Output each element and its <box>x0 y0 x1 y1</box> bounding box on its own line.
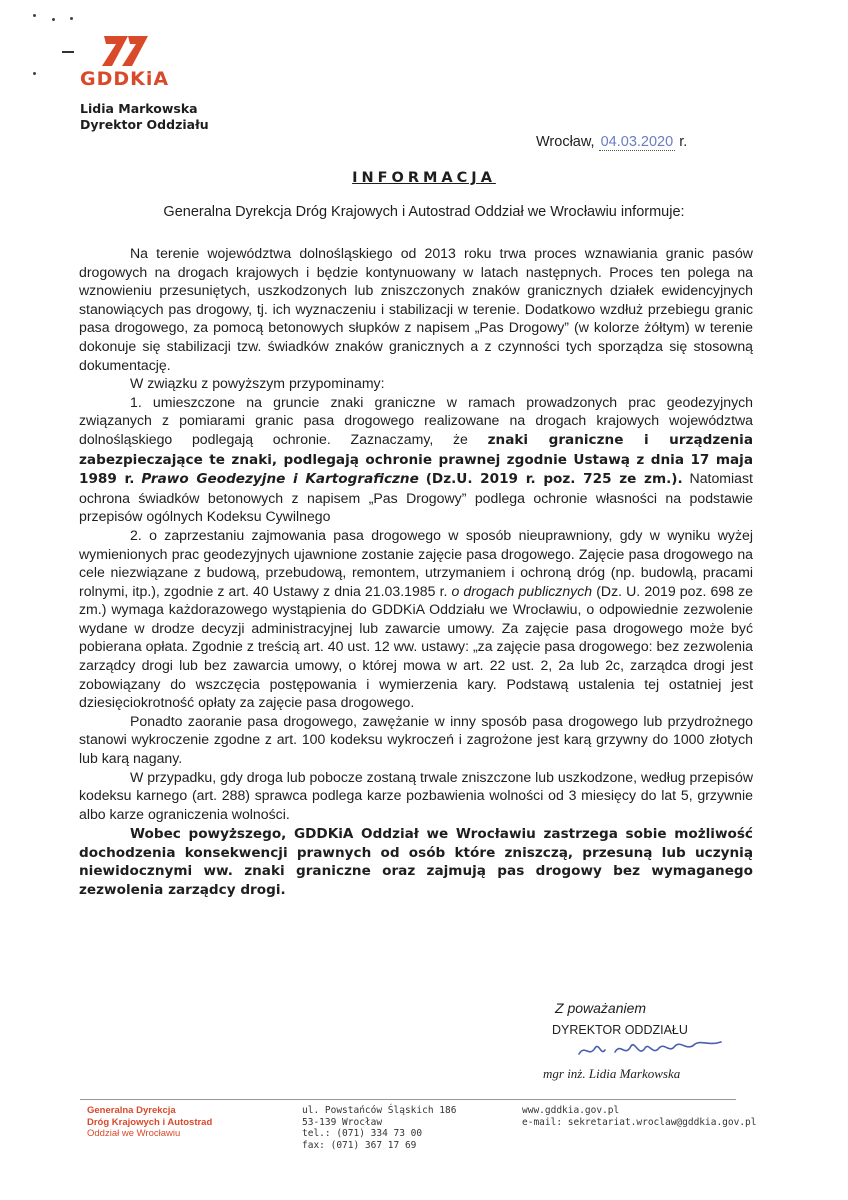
paragraph-penal: W przypadku, gdy droga lub pobocze zostaną trwale zniszczone lub uszkodzone, według przepisów kodeksu karnego (art. 288) sprawca podlega karze pozbawienia wolności od 3 miesięcy do lat 5, grzywnie albo karze ograniczenia wolności. <box>79 768 753 822</box>
footer-organization <box>87 1105 212 1140</box>
item1-text-e: Natomiast ochrona świadków betonowych z napisem „Pas Drogowy” podlega ochronie własności na podstawie przepisów ogólnych Kodeksu Cywilnego <box>79 470 753 525</box>
footer-org-line-1: Generalna Dyrekcja <box>87 1105 176 1116</box>
intro-line: Generalna Dyrekcja Dróg Krajowych i Autostrad Oddział we Wrocławiu informuje: <box>163 204 685 220</box>
paragraph-intro: Na terenie województwa dolnośląskiego od 2013 roku trwa proces wznawiania granic pasów drogowych na drogach krajowych i będzie kontynuowany w latach następnych. Proces ten polega na wznowieniu przesuniętych, uszkodzonych lub zniszczonych znaków granicznych działek ewidencyjnych stanowiących pas drogowy, tj. ich wyznaczeniu i stabilizacji w terenie. Dodatkowo wzdłuż przebiegu granic pasa drogowego, za pomocą betonowych słupków z napisem „Pas Drogowy” (w kolorze żółtym) w terenie dokonuje się stabilizacji tzw. świadków znaków granicznych a z czynności tych sporządza się stosowną dokumentację. <box>79 245 753 373</box>
scan-speck <box>33 14 36 17</box>
item2-text-c: (Dz. U. 2019 poz. 698 ze zm.) wymaga każdorazowego wystąpienia do GDDKiA Oddziału we Wrocławiu, o odpowiednie zezwolenie wydane w drodze decyzji administracyjnej lub zawarcie umowy. Za zajęcie pasa drogowego może być pobierana opłata. Zgodnie z treścią art. 40 ust. 12 ww. ustawy: „za zajęcie pasa drogowego: bez zezwolenia zarządcy drogi lub bez zawarcia umowy, o której mowa w art. 22 ust. 2, 2a lub 2c, zarządca drogi jest zobowiązany do wszczęcia postępowania i wymierzenia kary. Podstawą ustalenia tej ostatniej jest dziesięciokrotność opłaty za zajęcie pasa drogowego. <box>79 582 753 711</box>
item1-text-italic: Prawo Geodezyjne i Kartograficzne <box>141 471 419 488</box>
footer-org-line-2: Dróg Krajowych i Autostrad <box>87 1116 213 1128</box>
signature-role: DYREKTOR ODDZIAŁU <box>552 1023 688 1037</box>
closing-phrase: Z poważaniem <box>555 1000 647 1016</box>
paragraph-plough: Ponadto zaoranie pasa drogowego, zawężanie w inny sposób pasa drogowego lub przydrożnego stanowi wykroczenie zgodne z art. 100 kodeksu wykroczeń i zagrożone jest karą grzywny do 1000 złotych lub karą nagany. <box>79 712 753 767</box>
footer-phone: tel.: (071) 334 73 00 <box>302 1128 423 1139</box>
letter-body <box>79 244 753 899</box>
footer-email-link[interactable]: e-mail: sekretariat.wroclaw@gddkia.gov.pl <box>522 1116 757 1128</box>
scan-speck <box>33 72 36 75</box>
footer-divider <box>80 1099 736 1100</box>
document-title: INFORMACJA <box>352 170 496 186</box>
item2-text-a: 2. o zaprzestaniu zajmowania pasa drogowego w sposób nieuprawniony, gdy w wyniku wyżej wymienionych prac geodezyjnych ujawnione zostanie zajęcie pasa drogowego. Zajęcie pasa drogowego na cele niezwiązane z budową, przebudową, remontem, utrzymaniem i ochroną dróg (np. budowlą, pracami rolnymi, itp.), zgodnie z art. 40 Ustawy z dnia 21.03.1985 r. <box>79 526 753 599</box>
scan-speck <box>70 17 73 20</box>
date-prefix: Wrocław, <box>536 134 595 150</box>
footer-org-line-3: Oddział we Wrocławiu <box>87 1128 181 1139</box>
footer-postcode: 53-139 Wrocław <box>302 1116 383 1128</box>
date-suffix: r. <box>679 134 688 150</box>
list-item-2 <box>79 526 753 712</box>
paragraph-remind: W związku z powyższym przypominamy: <box>130 375 385 392</box>
paragraph-final: Wobec powyższego, GDDKiA Oddział we Wrocławiu zastrzega sobie możliwość dochodzenia konsekwencji prawnych od osób które zniszczą, przesuną lub uczynią niewidocznymi ww. znaki graniczne oraz zajmują pas drogowy bez wymaganego zezwolenia zarządcy drogi. <box>79 826 753 898</box>
footer-fax: fax: (071) 367 17 69 <box>302 1139 417 1151</box>
scan-speck <box>52 18 55 21</box>
signatory-name: mgr inż. Lidia Markowska <box>543 1066 681 1081</box>
brand-name: GDDKiA <box>80 68 170 90</box>
scan-dash <box>62 51 74 53</box>
footer-contact <box>522 1105 757 1128</box>
item1-text-bold: znaki graniczne i urządzenia zabezpieczające te znaki, podlegają ochronie prawnej zgodnie Ustawą z dnia 17 maja 1989 r. <box>79 431 753 488</box>
date-line <box>536 134 687 150</box>
footer-street: ul. Powstańców Śląskich 186 <box>302 1105 457 1116</box>
sender-block <box>80 101 209 133</box>
handwritten-signature <box>575 1036 725 1062</box>
date-handwritten: 04.03.2020 <box>600 134 674 150</box>
footer-website-link[interactable]: www.gddkia.gov.pl <box>522 1105 620 1116</box>
item1-text-ref: (Dz.U. 2019 r. poz. 725 ze zm.). <box>425 471 683 488</box>
item1-text-a: 1. umieszczone na gruncie znaki graniczne w ramach prowadzonych prac geodezyjnych związanych z pomiarami granic pasa drogowego realizowane na drogach krajowych województwa dolnośląskiego podlegają ochronie. Zaznaczamy, że <box>79 393 753 447</box>
sender-title: Dyrektor Oddziału <box>80 117 209 132</box>
gddkia-logo-icon <box>98 30 152 70</box>
footer-address <box>302 1105 456 1151</box>
sender-name: Lidia Markowska <box>80 101 198 116</box>
list-item-1 <box>79 393 753 526</box>
item2-text-italic: o drogach publicznych <box>451 582 593 599</box>
